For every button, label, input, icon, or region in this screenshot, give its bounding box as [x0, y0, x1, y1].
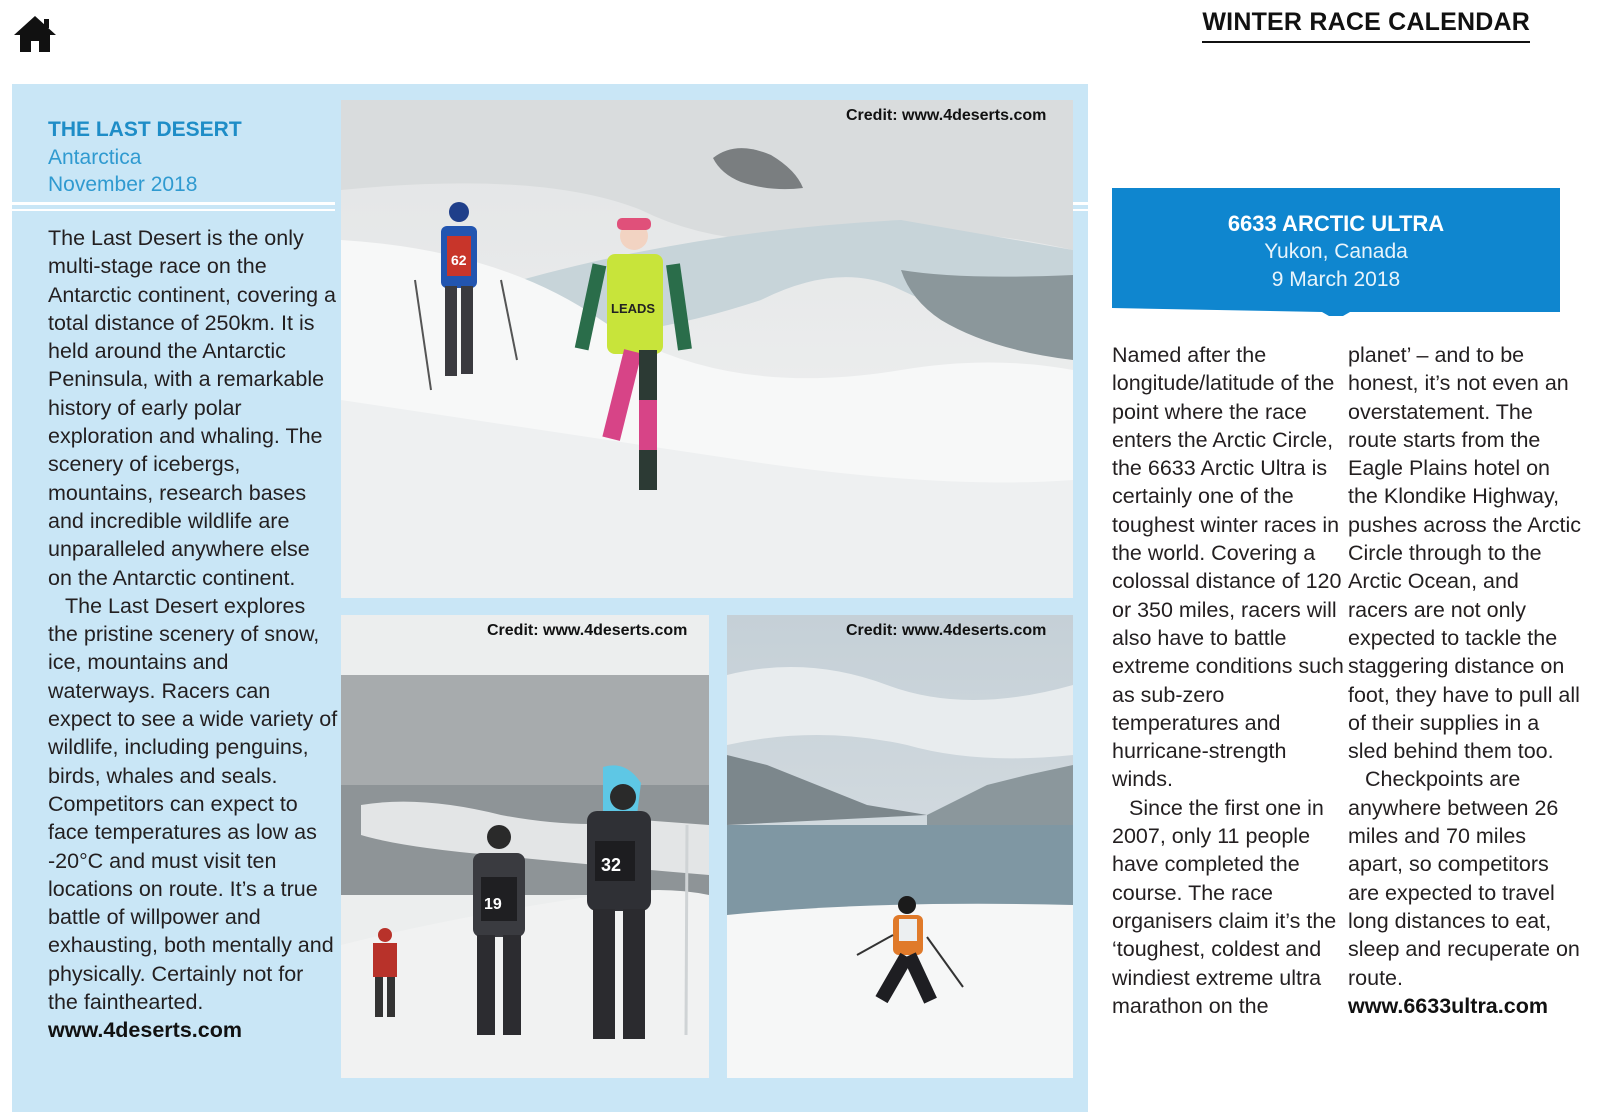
photo-credit: Credit: www.4deserts.com	[846, 107, 1047, 124]
website-link[interactable]: www.6633ultra.com	[1348, 993, 1548, 1018]
divider	[12, 202, 335, 205]
article-paragraph: The Last Desert is the only multi-stage race on the Antarctic continent, covering a total distance of 250km. It is held around the Antarctic Peninsula, with a remarkable history of early polar exploration and whaling. The scenery of icebergs, mountains, research bases and incredible wildlife are unparalleled anywhere else on the Antarctic continent.	[48, 226, 337, 590]
photo-credit: Credit: www.4deserts.com	[846, 622, 1047, 639]
article-paragraph: planet’ – and to be honest, it’s not even an overstatement. The route starts from the Eagle Plains hotel on the Klondike Highway, pushes across the Arctic Circle through to the Arctic Ocean, and racers are not only expected to tackle the staggering distance on foot, they have to pull all of their supplies in a sled behind them too.	[1348, 343, 1582, 764]
race-location: Yukon, Canada	[1264, 240, 1408, 263]
photo-runner-by-water	[727, 615, 1073, 1078]
race-date: 9 March 2018	[1271, 268, 1401, 291]
vest-text: LEADS	[611, 301, 656, 316]
last-desert-heading	[48, 116, 338, 198]
article-paragraph: The Last Desert explores the pristine scenery of snow, ice, mountains and waterways. Racers can expect to see a wide variety of wildlife, including penguins, birds, whales and seals. Competitors can expect to face temperatures as low as -20°C and must visit ten locations on route. It’s a true battle of willpower and exhausting, both mentally and physically. Certainly not for the fainthearted.	[48, 593, 338, 1015]
home-icon[interactable]	[12, 14, 58, 54]
article-paragraph: Named after the longitude/latitude of the point where the race enters the Arctic Circle, the 6633 Arctic Ultra is certainly one of the toughest winter races in the world. Covering a colossal distance of 120 or 350 miles, racers will also have to battle extreme conditions such as sub-zero temperatures and hurricane-strength winds.	[1112, 343, 1344, 792]
last-desert-article	[48, 224, 338, 1044]
arctic-article-column-1	[1112, 341, 1348, 1020]
race-name: 6633 ARCTIC ULTRA	[1227, 211, 1445, 236]
photo-runners-climbing	[341, 615, 709, 1078]
photo-credit: Credit: www.4deserts.com	[487, 622, 688, 639]
race-date: November 2018	[48, 173, 198, 196]
race-location: Antarctica	[48, 146, 142, 169]
divider	[12, 209, 335, 211]
article-paragraph: Since the first one in 2007, only 11 people have completed the course. The race organisers claim it’s the ‘toughest, coldest and windiest extreme ultra marathon on the	[1112, 795, 1337, 1018]
arctic-ultra-heading	[1112, 188, 1560, 316]
section-title: WINTER RACE CALENDAR	[1202, 8, 1530, 43]
bib-number: 19	[484, 896, 502, 913]
race-name: THE LAST DESERT	[48, 118, 242, 141]
photo-runners-snow-slope	[341, 100, 1073, 598]
arctic-article-column-2	[1348, 341, 1584, 1020]
website-link[interactable]: www.4deserts.com	[48, 1018, 242, 1043]
article-paragraph: Checkpoints are anywhere between 26 miles and 70 miles apart, so competitors are expected to travel long distances to eat, sleep and recuperate on route.	[1348, 767, 1580, 990]
bib-number: 62	[451, 252, 467, 268]
bib-number: 32	[601, 855, 622, 875]
